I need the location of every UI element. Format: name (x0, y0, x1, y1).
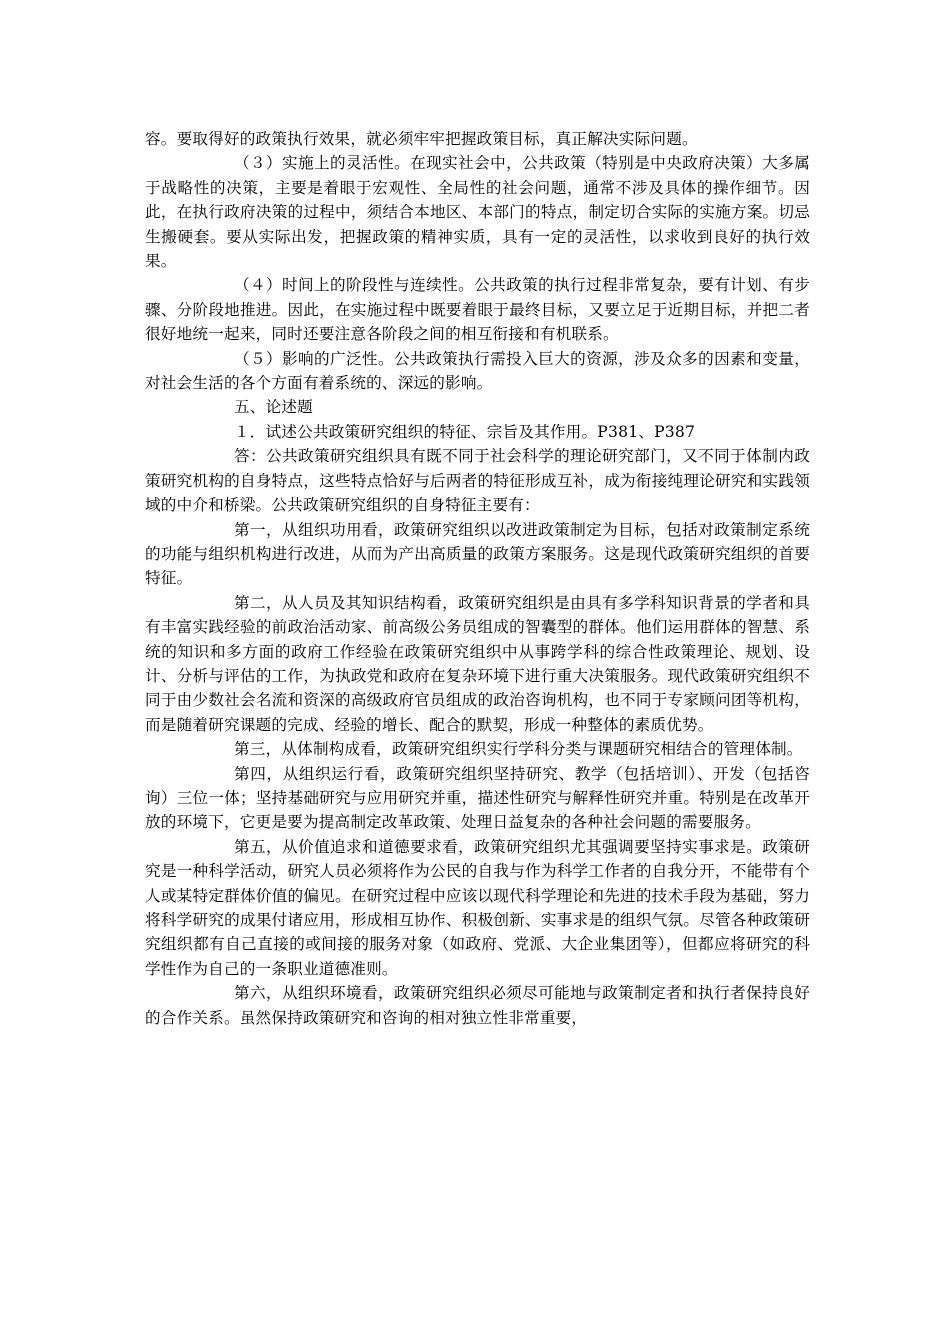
paragraph-sixth: 第六，从组织环境看，政策研究组织必须尽可能地与政策制定者和执行者保持良好的合作关系。虽然保持政策研究和咨询的相对独立性非常重要， (145, 984, 810, 1027)
paragraph-item-5-impact: （５）影响的广泛性。公共政策执行需投入巨大的资源，涉及众多的因素和变量，对社会生活的各个方面有着系统的、深远的影响。 (145, 349, 810, 393)
paragraph-item-3-flexibility: （３）实施上的灵活性。在现实社会中，公共政策（特别是中央政府决策）大多属于战略性的决策，主要是着眼于宏观性、全局性的社会问题，通常不涉及具体的操作细节。因此，在执行政府决策的过程中，须结合本地区、本部门的特点，制定切合实际的实施方案。切忌生搬硬套。要从实际出发，把握政策的精神实质，具有一定的灵活性，以求收到良好的执行效果。 (145, 154, 810, 271)
paragraph-first: 第一，从组织功用看，政策研究组织以改进政策制定为目标，包括对政策制定系统的功能与组织机构进行改进，从而为产出高质量的政策方案服务。这是现代政策研究组织的首要特征。 (145, 520, 810, 588)
answer-intro: 答：公共政策研究组织具有既不同于社会科学的理论研究部门，又不同于体制内政策研究机构的自身特点，这些特点恰好与后两者的特征形成互补，成为衔接纯理论研究和实践领域的中介和桥梁。公共政策研究组织的自身特征主要有： (145, 447, 810, 515)
paragraph-item-4-timing: （４）时间上的阶段性与连续性。公共政策的执行过程非常复杂，要有计划、有步骤、分阶段地推进。因此，在实施过程中既要着眼于最终目标，又要立足于近期目标，并把二者很好地统一起来，同时还要注意各阶段之间的相互衔接和有机联系。 (145, 276, 810, 344)
paragraph-fifth: 第五，从价值追求和道德要求看，政策研究组织尤其强调要坚持实事求是。政策研究是一种科学活动，研究人员必须将作为公民的自我与作为科学工作者的自我分开，不能带有个人或某特定群体价值的偏见。在研究过程中应该以现代科学理论和先进的技术手段为基础，努力将科学研究的成果付诸应用，形成相互协作、积极创新、实事求是的组织气氛。尽管各种政策研究组织都有自己直接的或间接的服务对象（如政府、党派、大企业集团等），但都应将研究的科学性作为自己的一条职业道德准则。 (145, 837, 810, 978)
paragraph-fourth: 第四，从组织运行看，政策研究组织坚持研究、教学（包括培训）、开发（包括咨询）三位一体；坚持基础研究与应用研究并重，描述性研究与解释性研究并重。特别是在改革开放的环境下，它更是要为提高制定改革政策、处理日益复杂的各种社会问题的需要服务。 (145, 764, 810, 832)
question-1: １．试述公共政策研究组织的特征、宗旨及其作用。P381、P387 (234, 422, 696, 441)
paragraph-continuation: 容。要取得好的政策执行效果，就必须牢牢把握政策目标，真正解决实际问题。 (145, 130, 698, 148)
section-heading-essay: 五、论述题 (234, 398, 313, 417)
paragraph-second: 第二，从人员及其知识结构看，政策研究组织是由具有多学科知识背景的学者和具有丰富实践经验的前政治活动家、前高级公务员组成的智囊型的群体。他们运用群体的智慧、系统的知识和多方面的政府工作经验在政策研究组织中从事跨学科的综合性政策理论、规划、设计、分析与评估的工作，为执政党和政府在复杂环境下进行重大决策服务。现代政策研究组织不同于由少数社会名流和资深的高级政府官员组成的政治咨询机构，也不同于专家顾问团等机构，而是随着研究课题的完成、经验的增长、配合的默契，形成一种整体的素质优势。 (145, 593, 810, 734)
document-body (145, 127, 810, 1030)
paragraph-third: 第三，从体制构成看，政策研究组织实行学科分类与课题研究相结合的管理体制。 (234, 740, 803, 759)
